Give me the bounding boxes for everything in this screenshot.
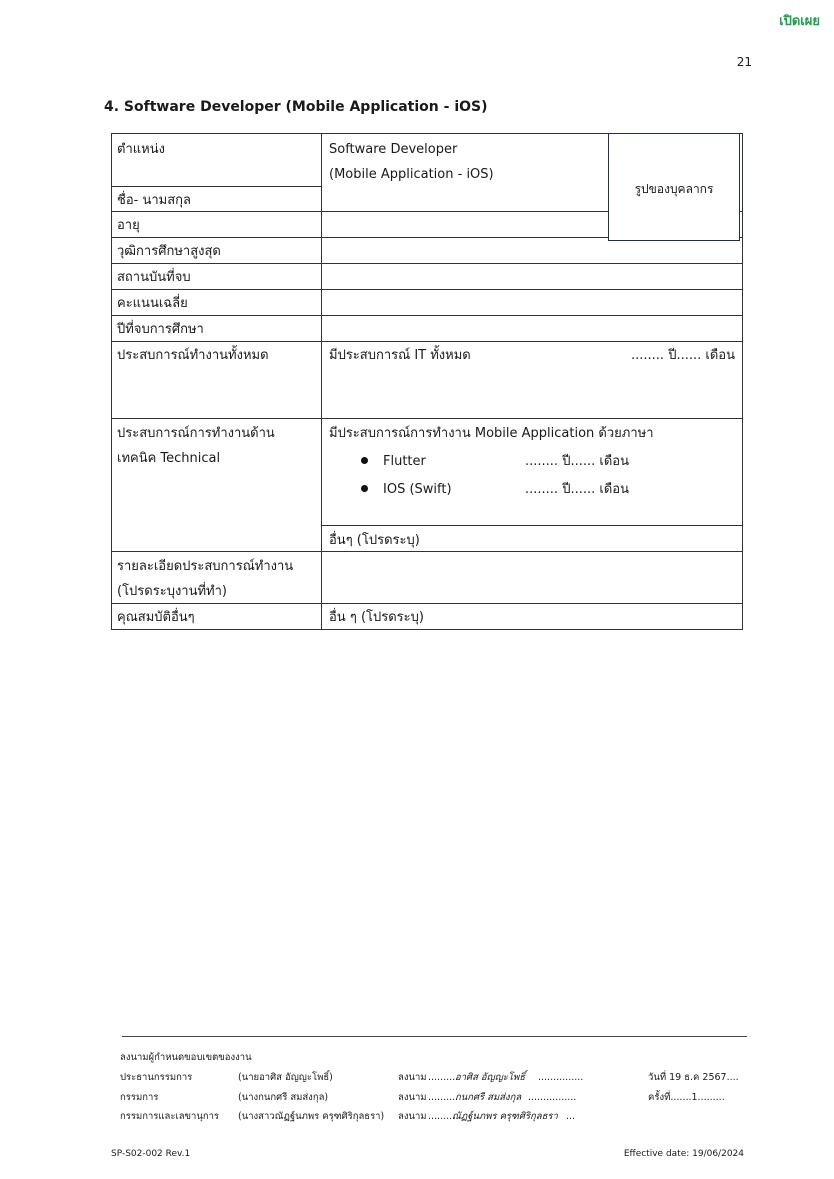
row-divider [111,418,743,419]
sign-word: ลงนาม [398,1092,427,1103]
total-experience-label: ประสบการณ์ทำงานทั้งหมด [117,348,269,363]
meeting-number: ครั้งที่.......1......... [648,1092,725,1103]
position-value-line1: Software Developer [329,142,458,157]
signature-dots-trailing: ................ [528,1092,577,1103]
row-divider [111,315,743,316]
age-label: อายุ [117,218,140,233]
signer-name: (นางกนกศรี สมส่งกุล) [238,1092,329,1103]
technical-experience-intro: มีประสบการณ์การทำงาน Mobile Application ด้วยภาษา [329,426,654,441]
effective-date: Effective date: 19/06/2024 [623,1149,744,1159]
sign-word: ลงนาม [398,1072,427,1083]
sign-word: ลงนาม [398,1111,427,1122]
gpa-label: คะแนนเฉลี่ย [117,296,188,311]
name-label: ชื่อ- นามสกุล [117,193,191,208]
row-divider [111,186,321,187]
position-label: ตำแหน่ง [117,142,165,157]
grad-year-label: ปีที่จบการศึกษา [117,322,204,337]
table-column-divider [321,133,322,630]
signer-role: ประธานกรรมการ [120,1072,193,1083]
tech-item-name: Flutter [383,454,426,469]
education-label: วุฒิการศึกษาสูงสุด [117,244,221,259]
technical-experience-label-line1: ประสบการณ์การทำงานด้าน [117,426,275,441]
signature-handwriting: กนกศรี สมส่งกุล [455,1092,522,1103]
row-divider [321,525,743,526]
document-code: SP-S02-002 Rev.1 [111,1149,191,1159]
work-detail-label-line1: รายละเอียดประสบการณ์ทำงาน [117,559,294,574]
photo-placeholder-label: รูปของบุคลากร [634,182,714,196]
total-experience-value: มีประสบการณ์ IT ทั้งหมด [329,348,471,363]
signature-dots-leading: .......... [428,1072,459,1083]
signer-role: กรรมการ [120,1092,159,1103]
signer-name: (นางสาวณัฏฐ์นภพร ครุฑศิริกุลธรา) [238,1111,385,1122]
signature-dots-leading: .......... [428,1092,459,1103]
tech-other-value: อื่นๆ (โปรดระบุ) [329,533,420,548]
signature-section-title: ลงนามผู้กำหนดขอบเขตของงาน [120,1052,252,1063]
signature-handwriting: ณัฏฐ์นภพร ครุฑศิริกุลธรา [452,1111,558,1122]
row-divider [111,341,743,342]
signature-dots-trailing: ... [566,1111,576,1122]
signature-dots-leading: ......... [428,1111,456,1122]
institution-label: สถานบันที่จบ [117,270,191,285]
row-divider [111,289,743,290]
tech-item-duration: ........ ปี...... เดือน [525,454,629,469]
tech-item-duration: ........ ปี...... เดือน [525,482,629,497]
signing-date: วันที่ 19 ธ.ค 2567.... [648,1072,739,1083]
position-value-line2: (Mobile Application - iOS) [329,167,494,182]
other-qualifications-value: อื่น ๆ (โปรดระบุ) [329,610,424,625]
section-heading: 4. Software Developer (Mobile Application - iOS) [104,99,488,115]
page-number: 21 [736,55,752,69]
tech-item-name: IOS (Swift) [383,482,452,497]
signature-dots-trailing: ............... [538,1072,584,1083]
signer-name: (นายอาศิส อัญญะโพธิ์) [238,1072,333,1083]
footer-divider [122,1036,747,1037]
signer-role: กรรมการและเลขานุการ [120,1111,220,1122]
technical-experience-label-line2: เทคนิค Technical [117,451,221,466]
bullet-icon [361,485,368,492]
other-qualifications-label: คุณสมบัติอื่นๆ [117,610,195,625]
bullet-icon [361,457,368,464]
work-detail-label-line2: (โปรดระบุงานที่ทำ) [117,584,227,599]
signature-handwriting: อาศิส อัญญะโพธิ์ [455,1072,526,1083]
total-experience-duration: ........ ปี...... เดือน [631,348,735,363]
row-divider [111,551,743,552]
photo-placeholder [608,133,740,241]
classification-label: เปิดเผย [779,14,820,29]
